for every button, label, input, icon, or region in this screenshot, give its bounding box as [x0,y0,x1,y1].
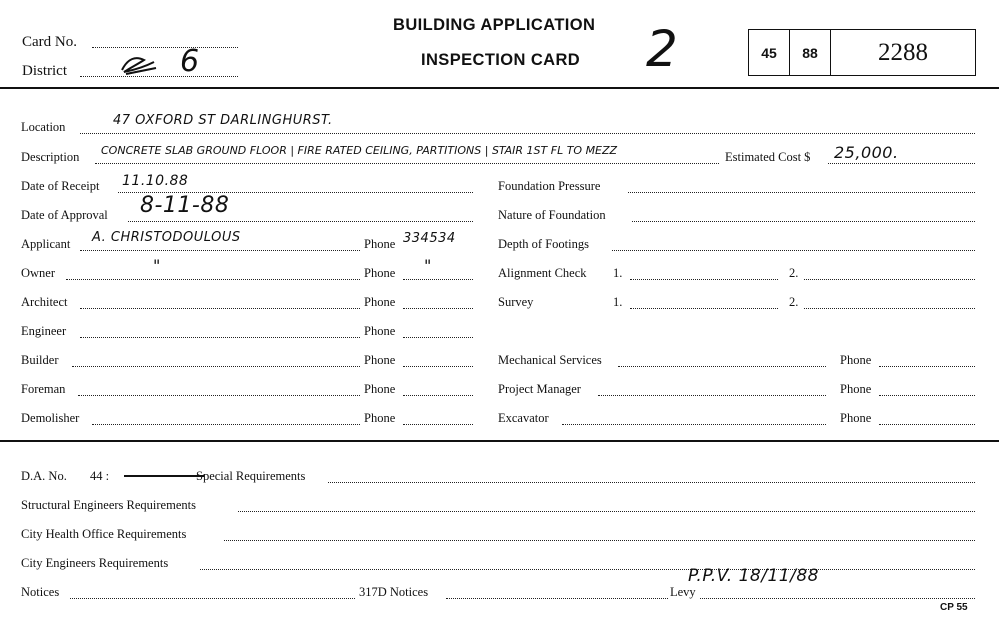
notices-field[interactable] [70,598,355,599]
da-label: D.A. No. [21,469,67,483]
title-line2: INSPECTION CARD [421,51,581,69]
mechanical-phone-label: Phone [840,353,872,367]
builder-phone-field[interactable] [403,366,473,367]
city-eng-label: City Engineers Requirements [21,556,169,570]
depth-footings-field[interactable] [612,250,975,251]
description-value: CONCRETE SLAB GROUND FLOOR | FIRE RATED CEILING, PARTITIONS | STAIR 1ST FL TO MEZZ [101,144,618,157]
architect-phone-label: Phone [364,295,396,309]
structural-label: Structural Engineers Requirements [21,498,196,512]
date-approval-value: 8-11-88 [140,193,230,218]
notices-317d-field[interactable] [446,598,668,599]
survey-one-label: 1. [613,295,623,309]
foreman-phone-field[interactable] [403,395,473,396]
builder-field[interactable] [72,366,360,367]
demolisher-phone-field[interactable] [403,424,473,425]
project-manager-field[interactable] [598,395,826,396]
applicant-field[interactable] [80,250,360,251]
date-approval-field[interactable] [128,221,473,222]
project-manager-phone-label: Phone [840,382,872,396]
scribble-mark [118,52,158,78]
foreman-field[interactable] [78,395,360,396]
excavator-phone-field[interactable] [879,424,975,425]
notices-label: Notices [21,585,60,599]
nature-foundation-label: Nature of Foundation [498,208,606,222]
survey-label: Survey [498,295,534,309]
owner-value: " [153,256,161,275]
survey-field-1[interactable] [630,308,778,309]
special-field[interactable] [328,482,975,483]
engineer-phone-field[interactable] [403,337,473,338]
survey-two-label: 2. [789,295,799,309]
location-value: 47 OXFORD ST DARLINGHURST. [113,113,333,128]
city-eng-field[interactable] [200,569,975,570]
location-label: Location [21,120,66,134]
excavator-phone-label: Phone [840,411,872,425]
description-label: Description [21,150,80,164]
title-line1: BUILDING APPLICATION [393,16,596,34]
demolisher-label: Demolisher [21,411,80,425]
foundation-pressure-field[interactable] [628,192,975,193]
card-no-label: Card No. [22,34,77,50]
architect-field[interactable] [80,308,360,309]
depth-footings-label: Depth of Footings [498,237,589,251]
mechanical-field[interactable] [618,366,826,367]
demolisher-field[interactable] [92,424,360,425]
project-manager-phone-field[interactable] [879,395,975,396]
builder-label: Builder [21,353,59,367]
applicant-value: A. CHRISTODOULOUS [92,230,241,245]
box-cell-2: 88 [790,30,831,75]
builder-phone-label: Phone [364,353,396,367]
district-field[interactable] [80,76,238,77]
applicant-label: Applicant [21,237,71,251]
card-no-field[interactable] [92,47,238,48]
location-field[interactable] [80,133,975,134]
structural-field[interactable] [238,511,975,512]
owner-phone-label: Phone [364,266,396,280]
applicant-phone-label: Phone [364,237,396,251]
engineer-field[interactable] [80,337,360,338]
owner-phone-value: " [424,256,432,275]
project-manager-label: Project Manager [498,382,581,396]
levy-value: P.P.V. 18/11/88 [688,566,819,586]
card-number-box [748,29,976,76]
applicant-phone-value: 334534 [403,231,456,246]
alignment-check-field-1[interactable] [630,279,778,280]
box-cell-1: 45 [749,30,790,75]
health-field[interactable] [224,540,975,541]
excavator-field[interactable] [562,424,826,425]
description-field[interactable] [95,163,719,164]
foreman-label: Foreman [21,382,66,396]
estimated-cost-field[interactable] [828,163,975,164]
special-label: Special Requirements [196,469,306,483]
levy-field[interactable] [700,598,975,599]
engineer-phone-label: Phone [364,324,396,338]
owner-field[interactable] [66,279,360,280]
nature-foundation-field[interactable] [632,221,975,222]
foreman-phone-label: Phone [364,382,396,396]
da-value: 44 : [90,469,110,483]
date-receipt-label: Date of Receipt [21,179,100,193]
mechanical-label: Mechanical Services [498,353,602,367]
alignment-two-label: 2. [789,266,799,280]
alignment-check-label: Alignment Check [498,266,587,280]
top-rule [0,87,999,89]
owner-label: Owner [21,266,56,280]
health-label: City Health Office Requirements [21,527,187,541]
estimated-cost-label: Estimated Cost $ [725,150,811,164]
demolisher-phone-label: Phone [364,411,396,425]
engineer-label: Engineer [21,324,67,338]
district-label: District [22,63,67,79]
notices-317d-label: 317D Notices [359,585,429,599]
footer-code: CP 55 [940,602,968,613]
handwritten-mark: 2 [646,20,679,78]
alignment-check-field-2[interactable] [804,279,975,280]
middle-rule [0,440,999,442]
alignment-one-label: 1. [613,266,623,280]
da-strike [124,475,204,477]
estimated-cost-value: 25,000. [834,143,899,162]
owner-phone-field[interactable] [403,279,473,280]
architect-label: Architect [21,295,68,309]
foundation-pressure-label: Foundation Pressure [498,179,601,193]
district-value: 6 [180,44,200,79]
date-receipt-value: 11.10.88 [122,173,189,189]
survey-field-2[interactable] [804,308,975,309]
date-approval-label: Date of Approval [21,208,108,222]
architect-phone-field[interactable] [403,308,473,309]
levy-label: Levy [670,585,696,599]
box-number: 2288 [878,38,928,66]
excavator-label: Excavator [498,411,549,425]
mechanical-phone-field[interactable] [879,366,975,367]
